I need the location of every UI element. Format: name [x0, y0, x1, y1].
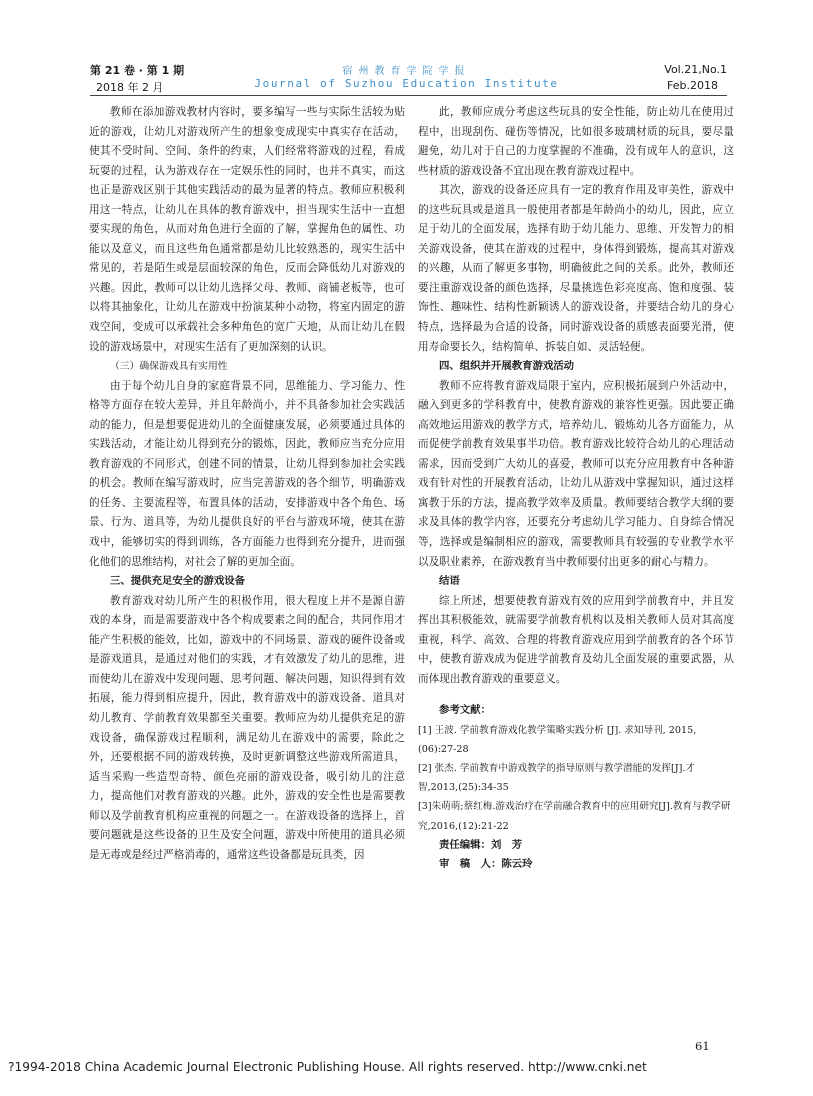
section-heading: 三、提供充足安全的游戏设备: [110, 575, 246, 588]
paragraph: 此，教师应成分考虑这些玩具的安全性能，防止幼儿在使用过程中，出现刮伤、碰伤等情况，比如很多玻璃材质的玩具，要尽量避免，幼儿对于自己的力度掌握的不准确，没有成年人的意识，这些材质的游戏设备不宜出现在教育游戏过程中。: [418, 106, 734, 177]
reference-item: [3]朱萌萌;蔡红梅.游戏治疗在学前融合教育中的应用研究[J].教育与教学研究,2016,(12):21-22: [418, 801, 731, 832]
subsection-heading: （三）确保游戏具有实用性: [110, 361, 228, 373]
paragraph: 其次，游戏的设备还应具有一定的教育作用及审美性，游戏中的这些玩具或是道具一般使用者都是年龄尚小的幼儿，因此，应立足于幼儿的全面发展，选择有助于幼儿能力、思维、开发智力的相关游戏设备，使其在游戏的过程中，身体得到锻炼，提高其对游戏的兴趣，从而了解更多事物，明确彼此之间的关系。此外，教师还要注重游戏设备的颜色选择，尽量挑选色彩亮度高、饱和度强、装饰性、趣味性、结构性新颖诱人的游戏设备，并要结合幼儿的身心特点，选择最为合适的设备，同时游戏设备的质感表面要光滑，使用寿命要长久，结构简单、拆装自如、灵活轻便。: [418, 184, 734, 353]
paragraph: 综上所述，想要使教育游戏有效的应用到学前教育中，并且发挥出其积极能效，就需要学前教育机构以及相关教师人员对其高度重视，科学、高效、合理的将教育游戏应用到学前教育的各个环节中，使教育游戏成为促进学前教育及幼儿全面发展的重要武器，从而体现出教育游戏的重要意义。: [418, 594, 734, 685]
reviewer: 审 稿 人：陈云玲: [439, 857, 533, 870]
references: [418, 701, 734, 835]
reference-item: [2] 张杰. 学前教育中游戏教学的指导原则与教学潜能的发挥[J].才智,2013,(25):34-35: [418, 763, 695, 794]
volume-issue-cn: 第 21 卷 · 第 1 期: [90, 64, 185, 77]
journal-title-cn: 宿州教育学院学报: [342, 66, 471, 77]
right-column: [418, 103, 734, 874]
page-header: [0, 0, 813, 95]
header-rule: [90, 95, 727, 96]
journal-title-en: Journal of Suzhou Education Institute: [254, 77, 559, 90]
paragraph: 教师不应将教育游戏局限于室内，应积极拓展到户外活动中，融入到更多的学科教育中，使教育游戏的兼容性更强。因此要正确高效地运用游戏的教学方式，培养幼儿、锻炼幼儿各方面能力，从而促使学前教育效果事半功倍。教育游戏比较符合幼儿的心理活动需求，因而受到广大幼儿的喜爱，教师可以充分应用教育中各种游戏有针对性的开展教育活动，让幼儿从游戏中掌握知识，通过这样寓教于乐的方法，提高教学效率及质量。教师要结合教学大纲的要求及具体的教学内容，还要充分考虑幼儿学习能力、自身综合情况等，选择或是编制相应的游戏，需要教师具有较强的专业教学水平以及职业素养，在游戏教育当中教师要付出更多的耐心与精力。: [418, 379, 734, 568]
copyright-footer: ?1994-2018 China Academic Journal Electronic Publishing House. All rights reserved. http://www.cnki.net: [8, 1060, 647, 1074]
conclusion-heading: 结语: [439, 575, 460, 588]
paragraph: 教育游戏对幼儿所产生的积极作用，很大程度上并不是源自游戏的本身，而是需要游戏中各个构成要素之间的配合，共同作用才能产生积极的能效，比如，游戏中的不同场景、游戏的硬件设备或是游戏道具，是通过对他们的实践，才有效激发了幼儿的思维，进而使幼儿在游戏中发现问题、思考问题、解决问题，知识得到有效拓展，能力得到相应提升，因此，教育游戏中的游戏设备、道具对幼儿教育、学前教育效果都至关重要。教师应为幼儿提供充足的游戏设备，确保游戏过程顺利，满足幼儿在游戏中的需要，除此之外，还要根据不同的游戏转换，及时更新调整这些游戏所需道具，适当采购一些造型奇特、颜色亮丽的游戏设备，吸引幼儿的注意力，提高他们对教育游戏的兴趣。此外，游戏的安全性也是需要教师以及学前教育机构应重视的问题之一。在游戏设备的选择上，首要问题就是这些设备的卫生及安全问题，游戏中所使用的道具必须是无毒或是经过严格消毒的，通常这些设备都是玩具类，因: [89, 594, 405, 861]
date-cn: 2018 年 2 月: [96, 81, 164, 94]
responsible-editor: 责任编辑：刘 芳: [439, 838, 523, 851]
references-title: 参考文献：: [439, 704, 491, 717]
page-number: 61: [695, 1039, 710, 1053]
paragraph: 教师在添加游戏教材内容时，要多编写一些与实际生活较为贴近的游戏，让幼儿对游戏所产生的想象变成现实中真实存在活动，使其不受时间、空间、条件的约束，人们经常将游戏的过程，看成玩耍的过程，认为游戏存在一定娱乐性的同时，也并不真实，而这也正是游戏区别于其他实践活动的最为显著的特点。教师应积极利用这一特点，让幼儿在具体的教育游戏中，担当现实生活中一直想要实现的角色，从而对角色进行全面的了解，掌握角色的属性、功能以及意义，而且这些角色通常都是幼儿比较熟悉的，现实生活中常见的，若是陌生或是层面较深的角色，反而会降低幼儿对游戏的兴趣。因此，教师可以让幼儿选择父母、教师、商铺老板等，也可以将其抽象化，让幼儿在游戏中扮演某种小动物，将室内固定的游戏空间，变成可以承载社会多种角色的宽广天地，从而让幼儿在假设的游戏场景中，对现实生活有了更加深刻的认识。: [89, 106, 405, 353]
reference-item: [1] 王波. 学前教育游戏化教学策略实践分析 [J]. 求知导刊, 2015,(06):27-28: [418, 724, 697, 755]
date-en: Feb.2018: [667, 79, 718, 92]
left-column: [89, 103, 405, 865]
paragraph: 由于每个幼儿自身的家庭背景不同，思维能力、学习能力、性格等方面存在较大差异，并且年龄尚小，并不具备参加社会实践活动的能力，但是想要促进幼儿的全面健康发展，必须要通过具体的实践活动，才能让幼儿得到充分的锻炼，因此，教师应当充分应用教育游戏的不同形式，创建不同的情景，让幼儿得到参加社会实践的机会。教师在编写游戏时，应当完善游戏的各个细节，明确游戏的任务、主要流程等，布置具体的活动，安排游戏中各个角色、场景、行为、道具等，为幼儿提供良好的平台与游戏环境，使其在游戏中，能够切实的得到训练，各方面能力也得到充分提升，进而强化他们的思维结构，对社会了解的更加全面。: [89, 379, 405, 568]
section-heading: 四、组织并开展教育游戏活动: [439, 360, 575, 373]
volume-issue-en: Vol.21,No.1: [664, 63, 727, 76]
